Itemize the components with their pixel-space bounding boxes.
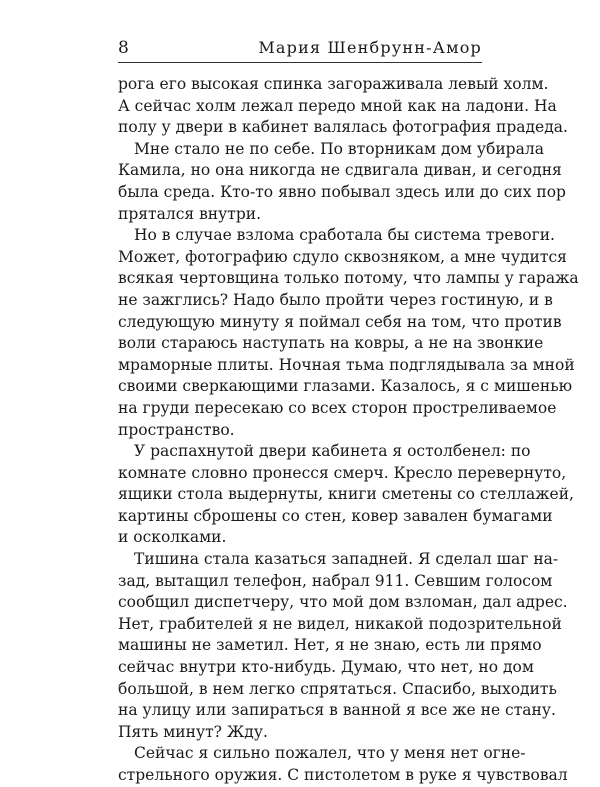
text-line: своими сверкающими глазами. Казалось, я с мишенью [118, 377, 573, 396]
text-line: мраморные плиты. Ночная тьма подглядывала за мной [118, 355, 575, 374]
text-line: Сейчас я сильно пожалел, что у меня нет огне- [134, 744, 526, 763]
text-line: прятался внутри. [118, 204, 262, 223]
text-line: всякая чертовщина только потому, что лампы у гаража [118, 269, 579, 288]
text-line: сейчас внутри кто-нибудь. Думаю, что нет, но дом [118, 658, 534, 677]
header-rule [118, 62, 482, 63]
text-line: на улицу или запираться в ванной я все же не стану. [118, 701, 556, 720]
text-line: картины сброшены со стен, ковер завален бумагами [118, 506, 553, 525]
text-line: на груди пересекаю со всех сторон простреливаемое [118, 398, 557, 417]
text-line: пространство. [118, 420, 235, 439]
text-line: и осколками. [118, 528, 227, 547]
text-line: рога его высокая спинка загораживала левый холм. [118, 75, 549, 93]
text-line: Мне стало не по себе. По вторникам дом убирала [134, 139, 544, 158]
text-line: Но в случае взлома сработала бы система тревоги. [134, 226, 555, 245]
text-line: зад, вытащил телефон, набрал 911. Севшим голосом [118, 571, 553, 590]
text-line: полу у двери в кабинет валялась фотография прадеда. [118, 118, 568, 137]
text-line: стрельного оружия. С пистолетом в руке я чувствовал [118, 766, 568, 784]
text-line: ящики стола выдернуты, книги сметены со стеллажей, [118, 485, 574, 504]
text-line: сообщил диспетчеру, что мой дом взломан, дал адрес. [118, 593, 568, 612]
text-line: не зажглись? Надо было пройти через гостиную, и в [118, 290, 553, 309]
text-line: комнате словно пронесся смерч. Кресло перевернуто, [118, 463, 567, 482]
text-line: Камила, но она никогда не сдвигала диван, и сегодня [118, 161, 562, 180]
body-text [118, 74, 579, 787]
author-name: Мария Шенбрунн-Амор [258, 38, 482, 57]
text-line: У распахнутой двери кабинета я остолбенел: по [134, 442, 531, 461]
text-line: Тишина стала казаться западней. Я сделал шаг на- [134, 550, 559, 569]
text-line: Может, фотографию сдуло сквозняком, а мне чудится [118, 247, 567, 266]
running-header [118, 38, 482, 64]
page-number: 8 [118, 38, 130, 58]
text-line: А сейчас холм лежал передо мной как на ладони. На [118, 96, 557, 115]
text-line: большой, в нем легко спрятаться. Спасибо, выходить [118, 679, 557, 698]
text-line: машины не заметил. Нет, я не знаю, есть ли прямо [118, 636, 542, 655]
text-line: была среда. Кто-то явно побывал здесь или до сих пор [118, 182, 566, 201]
text-line: следующую минуту я поймал себя на том, что против [118, 312, 562, 331]
text-line: воли стараюсь наступать на ковры, а не на звонкие [118, 334, 544, 353]
text-line: Пять минут? Жду. [118, 722, 268, 741]
text-line: Нет, грабителей я не видел, никакой подозрительной [118, 614, 562, 633]
